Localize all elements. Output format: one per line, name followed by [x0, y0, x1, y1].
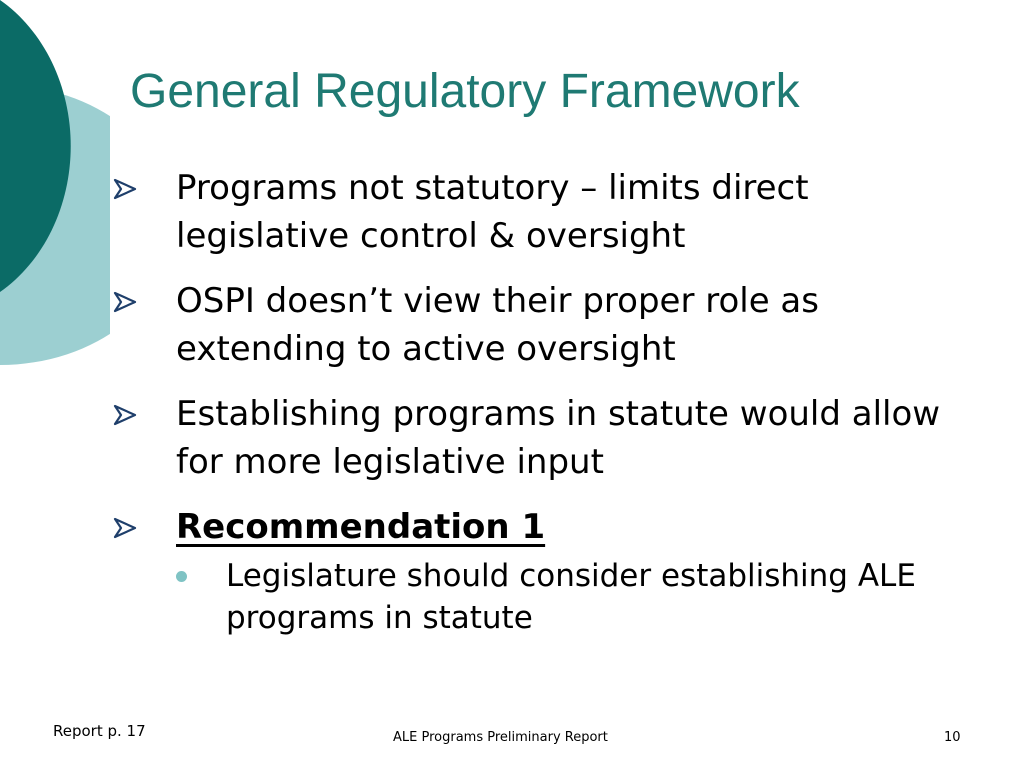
bullet-text: OSPI doesn’t view their proper role as extending to active oversight	[176, 281, 819, 369]
arrow-bullet-icon	[112, 290, 138, 314]
bullet-item	[112, 390, 982, 486]
report-reference: Report p. 17	[53, 722, 146, 740]
slide-title: General Regulatory Framework	[130, 65, 800, 118]
arrow-bullet-icon	[112, 403, 138, 427]
sub-bullet-item	[176, 555, 982, 639]
recommendation-heading: Recommendation 1	[176, 507, 546, 547]
decorative-circles	[0, 0, 110, 370]
bullet-item	[112, 164, 982, 260]
footer-title: ALE Programs Preliminary Report	[393, 730, 608, 745]
dot-bullet-icon	[176, 571, 187, 582]
bullet-text: Establishing programs in statute would allow for more legislative input	[176, 394, 941, 482]
page-number: 10	[944, 730, 961, 745]
recommendation-bullet	[112, 503, 982, 639]
bullet-item	[112, 277, 982, 373]
arrow-bullet-icon	[112, 177, 138, 201]
sub-bullet-list	[176, 555, 982, 639]
arrow-bullet-icon	[112, 516, 138, 540]
sub-bullet-text: Legislature should consider establishing ALE programs in statute	[226, 558, 916, 636]
bullet-list	[112, 164, 982, 656]
bullet-text: Programs not statutory – limits direct legislative control & oversight	[176, 168, 809, 256]
